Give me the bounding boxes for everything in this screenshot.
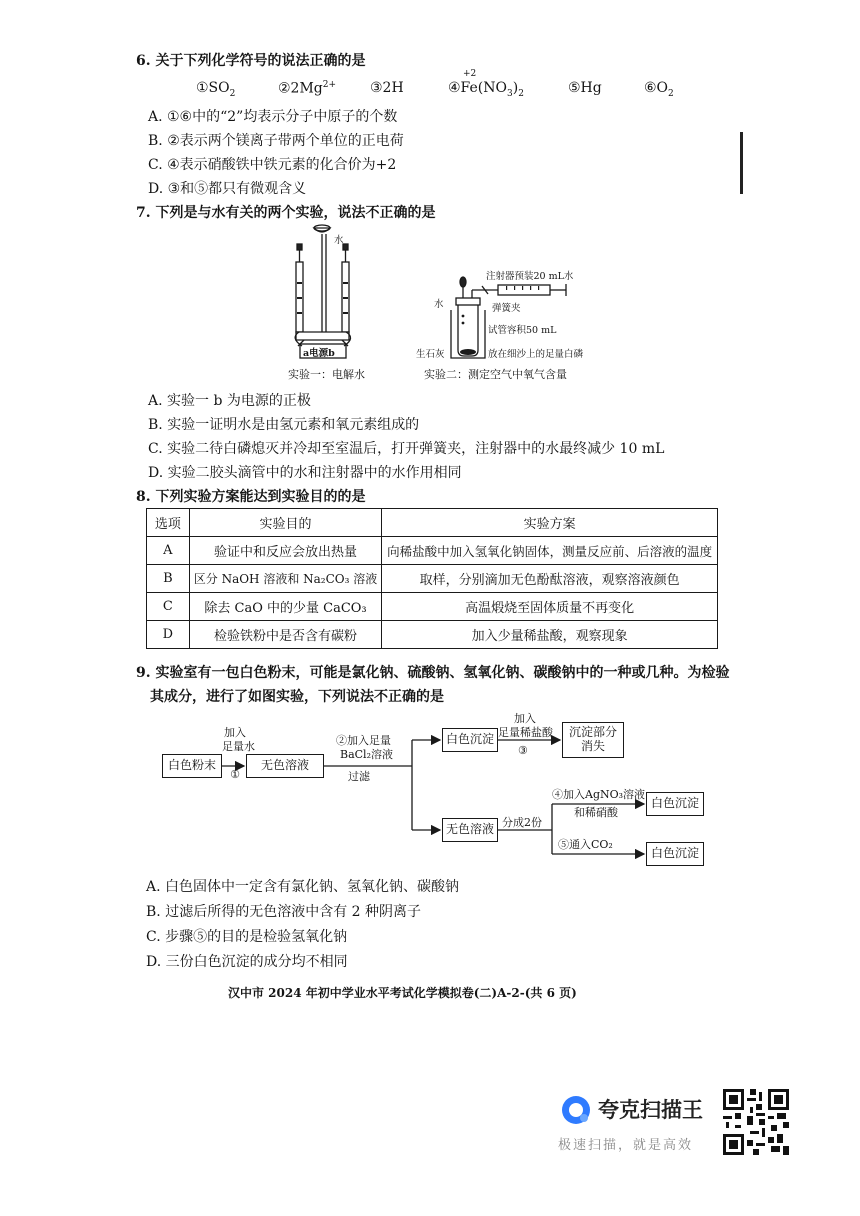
- q9-option-d: D. 三份白色沉淀的成分均不相同: [146, 954, 348, 970]
- q9-stem-line2: 其成分，进行了如图实验，下列说法不正确的是: [150, 689, 444, 705]
- flow-step5-label: ⑤通入CO₂: [558, 838, 613, 851]
- flow-step2-label-top: ②加入足量: [336, 734, 391, 747]
- q8-stem: 8. 下列实验方案能达到实验目的的是: [136, 489, 366, 505]
- fig2-clip-label: 弹簧夹: [492, 303, 521, 314]
- q7-option-d: D. 实验二胶头滴管中的水和注射器中的水作用相同: [148, 465, 462, 481]
- flow-step4-label-bottom: 和稀硝酸: [574, 806, 618, 819]
- flow-colorless-solution-box-2: 无色溶液: [442, 818, 498, 842]
- q9-option-c: C. 步骤⑤的目的是检验氢氧化钠: [146, 929, 348, 945]
- fig2-syringe-label: 注射器预装20 mL水: [486, 271, 574, 282]
- flowchart-connectors: [0, 700, 860, 880]
- fig2-phosphorus-label: 放在细沙上的足量白磷: [488, 349, 584, 360]
- q6-symbol-5: ⑤Hg: [568, 80, 602, 96]
- flow-white-powder-box: 白色粉末: [162, 754, 222, 778]
- fig1-power-label: a电源b: [303, 348, 335, 359]
- qr-code-icon: [720, 1086, 792, 1158]
- scanner-slogan: 极速扫描，就是高效: [558, 1138, 694, 1153]
- table-cell: 加入少量稀盐酸，观察现象: [382, 621, 718, 649]
- q6-option-d: D. ③和⑤都只有微观含义: [148, 181, 307, 197]
- table-row: [147, 621, 718, 649]
- q6-symbol-3: ③2H: [370, 80, 404, 96]
- table-cell: 区分 NaOH 溶液和 Na₂CO₃ 溶液: [189, 565, 382, 593]
- table-header: 实验方案: [382, 509, 718, 537]
- q6-stem: 6. 关于下列化学符号的说法正确的是: [136, 53, 366, 69]
- q7-stem: 7. 下列是与水有关的两个实验，说法不正确的是: [136, 205, 436, 221]
- table-cell: C: [147, 593, 190, 621]
- scanner-app-name: 夸克扫描王: [598, 1098, 703, 1122]
- experiment-table: [146, 508, 718, 649]
- flow-step4-label-top: ④加入AgNO₃溶液: [552, 788, 646, 801]
- table-cell: 向稀盐酸中加入氢氧化钠固体，测量反应前、后溶液的温度: [382, 537, 718, 565]
- fig2-tube-label: 试管容积50 mL: [488, 325, 557, 336]
- table-row: [147, 593, 718, 621]
- q6-symbol-4: +2 $④Fe(NO_3)_2$: [448, 69, 524, 99]
- flow-result3-line2: 消失: [580, 739, 605, 753]
- q7-option-b: B. 实验一证明水是由氢元素和氧元素组成的: [148, 417, 420, 433]
- electrolysis-apparatus-figure: [284, 222, 374, 362]
- flow-step1-number: ①: [230, 768, 240, 781]
- q9-stem-line1: 9. 实验室有一包白色粉末，可能是氯化钠、硫酸钠、氢氧化钠、碳酸钠中的一种或几种。为检验: [136, 665, 730, 681]
- fig1-caption: 实验一：电解水: [288, 368, 365, 381]
- q6-symbol-6: $⑥O_2$: [644, 80, 674, 99]
- table-cell: A: [147, 537, 190, 565]
- q7-option-a: A. 实验一 b 为电源的正极: [148, 393, 311, 409]
- flow-step1-label-top: 加入: [224, 726, 246, 739]
- q6-option-b: B. ②表示两个镁离子带两个单位的正电荷: [148, 133, 404, 149]
- flow-precipitate-partially-dissolves-box: [562, 722, 624, 758]
- flow-step3-number: ③: [518, 744, 528, 757]
- flow-result3-line1: 沉淀部分: [568, 725, 617, 740]
- table-row: [147, 537, 718, 565]
- flow-step2-label-mid: BaCl₂溶液: [340, 748, 393, 761]
- fig2-caption: 实验二：测定空气中氧气含量: [424, 368, 567, 381]
- flow-split-label: 分成2份: [502, 816, 542, 829]
- table-cell: 高温煅烧至固体质量不再变化: [382, 593, 718, 621]
- quark-logo-icon: [560, 1094, 592, 1126]
- table-row: [147, 565, 718, 593]
- fig2-lime-label: 生石灰: [416, 349, 445, 360]
- q6-symbol-1: $①SO_2$: [196, 80, 236, 99]
- page-footer: 汉中市 2024 年初中学业水平考试化学模拟卷(二)A-2-(共 6 页): [228, 986, 577, 1000]
- flow-step3-label-top: 加入: [514, 712, 536, 725]
- table-cell: 除去 CaO 中的少量 CaCO₃: [189, 593, 382, 621]
- q6-option-a: A. ①⑥中的“2”均表示分子中原子的个数: [148, 109, 398, 125]
- scan-edge-mark: [740, 132, 743, 194]
- flow-step1-label-mid: 足量水: [222, 740, 255, 753]
- flow-colorless-solution-box-1: 无色溶液: [246, 754, 324, 778]
- q9-option-b: B. 过滤后所得的无色溶液中含有 2 种阴离子: [146, 904, 421, 920]
- flow-white-precipitate-box-5: 白色沉淀: [646, 842, 704, 866]
- q6-symbol-2: $②2Mg^{2+}$: [278, 80, 337, 97]
- table-header: 选项: [147, 509, 190, 537]
- table-cell: 验证中和反应会放出热量: [189, 537, 382, 565]
- table-header-row: [147, 509, 718, 537]
- table-cell: 取样，分别滴加无色酚酞溶液，观察溶液颜色: [382, 565, 718, 593]
- table-cell: D: [147, 621, 190, 649]
- q7-option-c: C. 实验二待白磷熄灭并冷却至室温后，打开弹簧夹，注射器中的水最终减少 10 mL: [148, 441, 665, 457]
- table-cell: 检验铁粉中是否含有碳粉: [189, 621, 382, 649]
- flow-white-precipitate-box-1: 白色沉淀: [442, 728, 498, 752]
- table-header: 实验目的: [189, 509, 382, 537]
- q9-option-a: A. 白色固体中一定含有氯化钠、氢氧化钠、碳酸钠: [146, 879, 460, 895]
- flow-step2-label-bottom: 过滤: [348, 770, 370, 783]
- fig1-water-label: 水: [334, 235, 344, 246]
- flow-white-precipitate-box-4: 白色沉淀: [646, 792, 704, 816]
- q6-option-c: C. ④表示硝酸铁中铁元素的化合价为+2: [148, 157, 397, 173]
- table-cell: B: [147, 565, 190, 593]
- fig2-water-label: 水: [434, 299, 444, 310]
- flow-step3-label-mid: 足量稀盐酸: [498, 726, 553, 739]
- valence-mark: +2: [463, 69, 477, 79]
